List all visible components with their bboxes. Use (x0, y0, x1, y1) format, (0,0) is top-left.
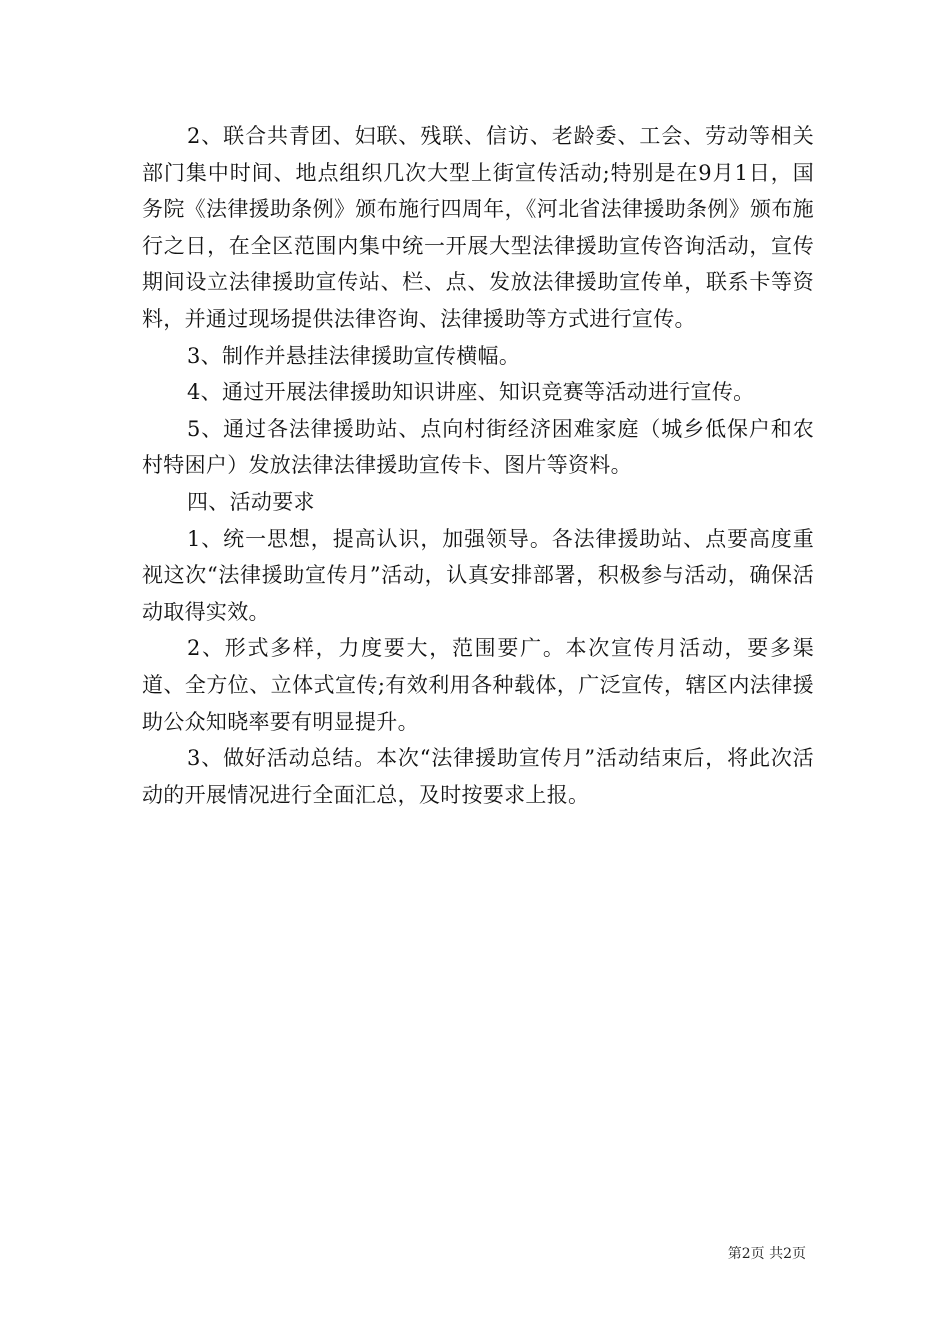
paragraph-item-2-joint-publicity: 2、联合共青团、妇联、残联、信访、老龄委、工会、劳动等相关部门集中时间、地点组织几次大型上街宣传活动;特别是在9月1日，国务院《法律援助条例》颁布施行四周年，《河北省法律援助条例》颁布施行之日，在全区范围内集中统一开展大型法律援助宣传咨询活动，宣传期间设立法律援助宣传站、栏、点、发放法律援助宣传单，联系卡等资料，并通过现场提供法律咨询、法律援助等方式进行宣传。 (142, 124, 814, 331)
paragraph-item-5-distribution: 5、通过各法律援助站、点向村街经济困难家庭（城乡低保户和农村特困户）发放法律法律援助宣传卡、图片等资料。 (142, 416, 814, 478)
document-body (142, 118, 814, 813)
paragraph-requirement-2: 2、形式多样，力度要大，范围要广。本次宣传月活动，要多渠道、全方位、立体式宣传;有效利用各种载体，广泛宣传，辖区内法律援助公众知晓率要有明显提升。 (142, 636, 814, 734)
paragraph-item-3-banners: 3、制作并悬挂法律援助宣传横幅。 (187, 343, 521, 368)
page-number-footer: 第2页 共2页 (727, 1246, 806, 1262)
section-heading-activity-requirements: 四、活动要求 (187, 489, 315, 514)
paragraph-item-4-lectures: 4、通过开展法律援助知识讲座、知识竞赛等活动进行宣传。 (187, 380, 755, 405)
paragraph-requirement-1: 1、统一思想，提高认识，加强领导。各法律援助站、点要高度重视这次“法律援助宣传月”活动，认真安排部署，积极参与活动，确保活动取得实效。 (142, 526, 814, 624)
paragraph-requirement-3: 3、做好活动总结。本次“法律援助宣传月”活动结束后，将此次活动的开展情况进行全面汇总，及时按要求上报。 (142, 746, 814, 807)
